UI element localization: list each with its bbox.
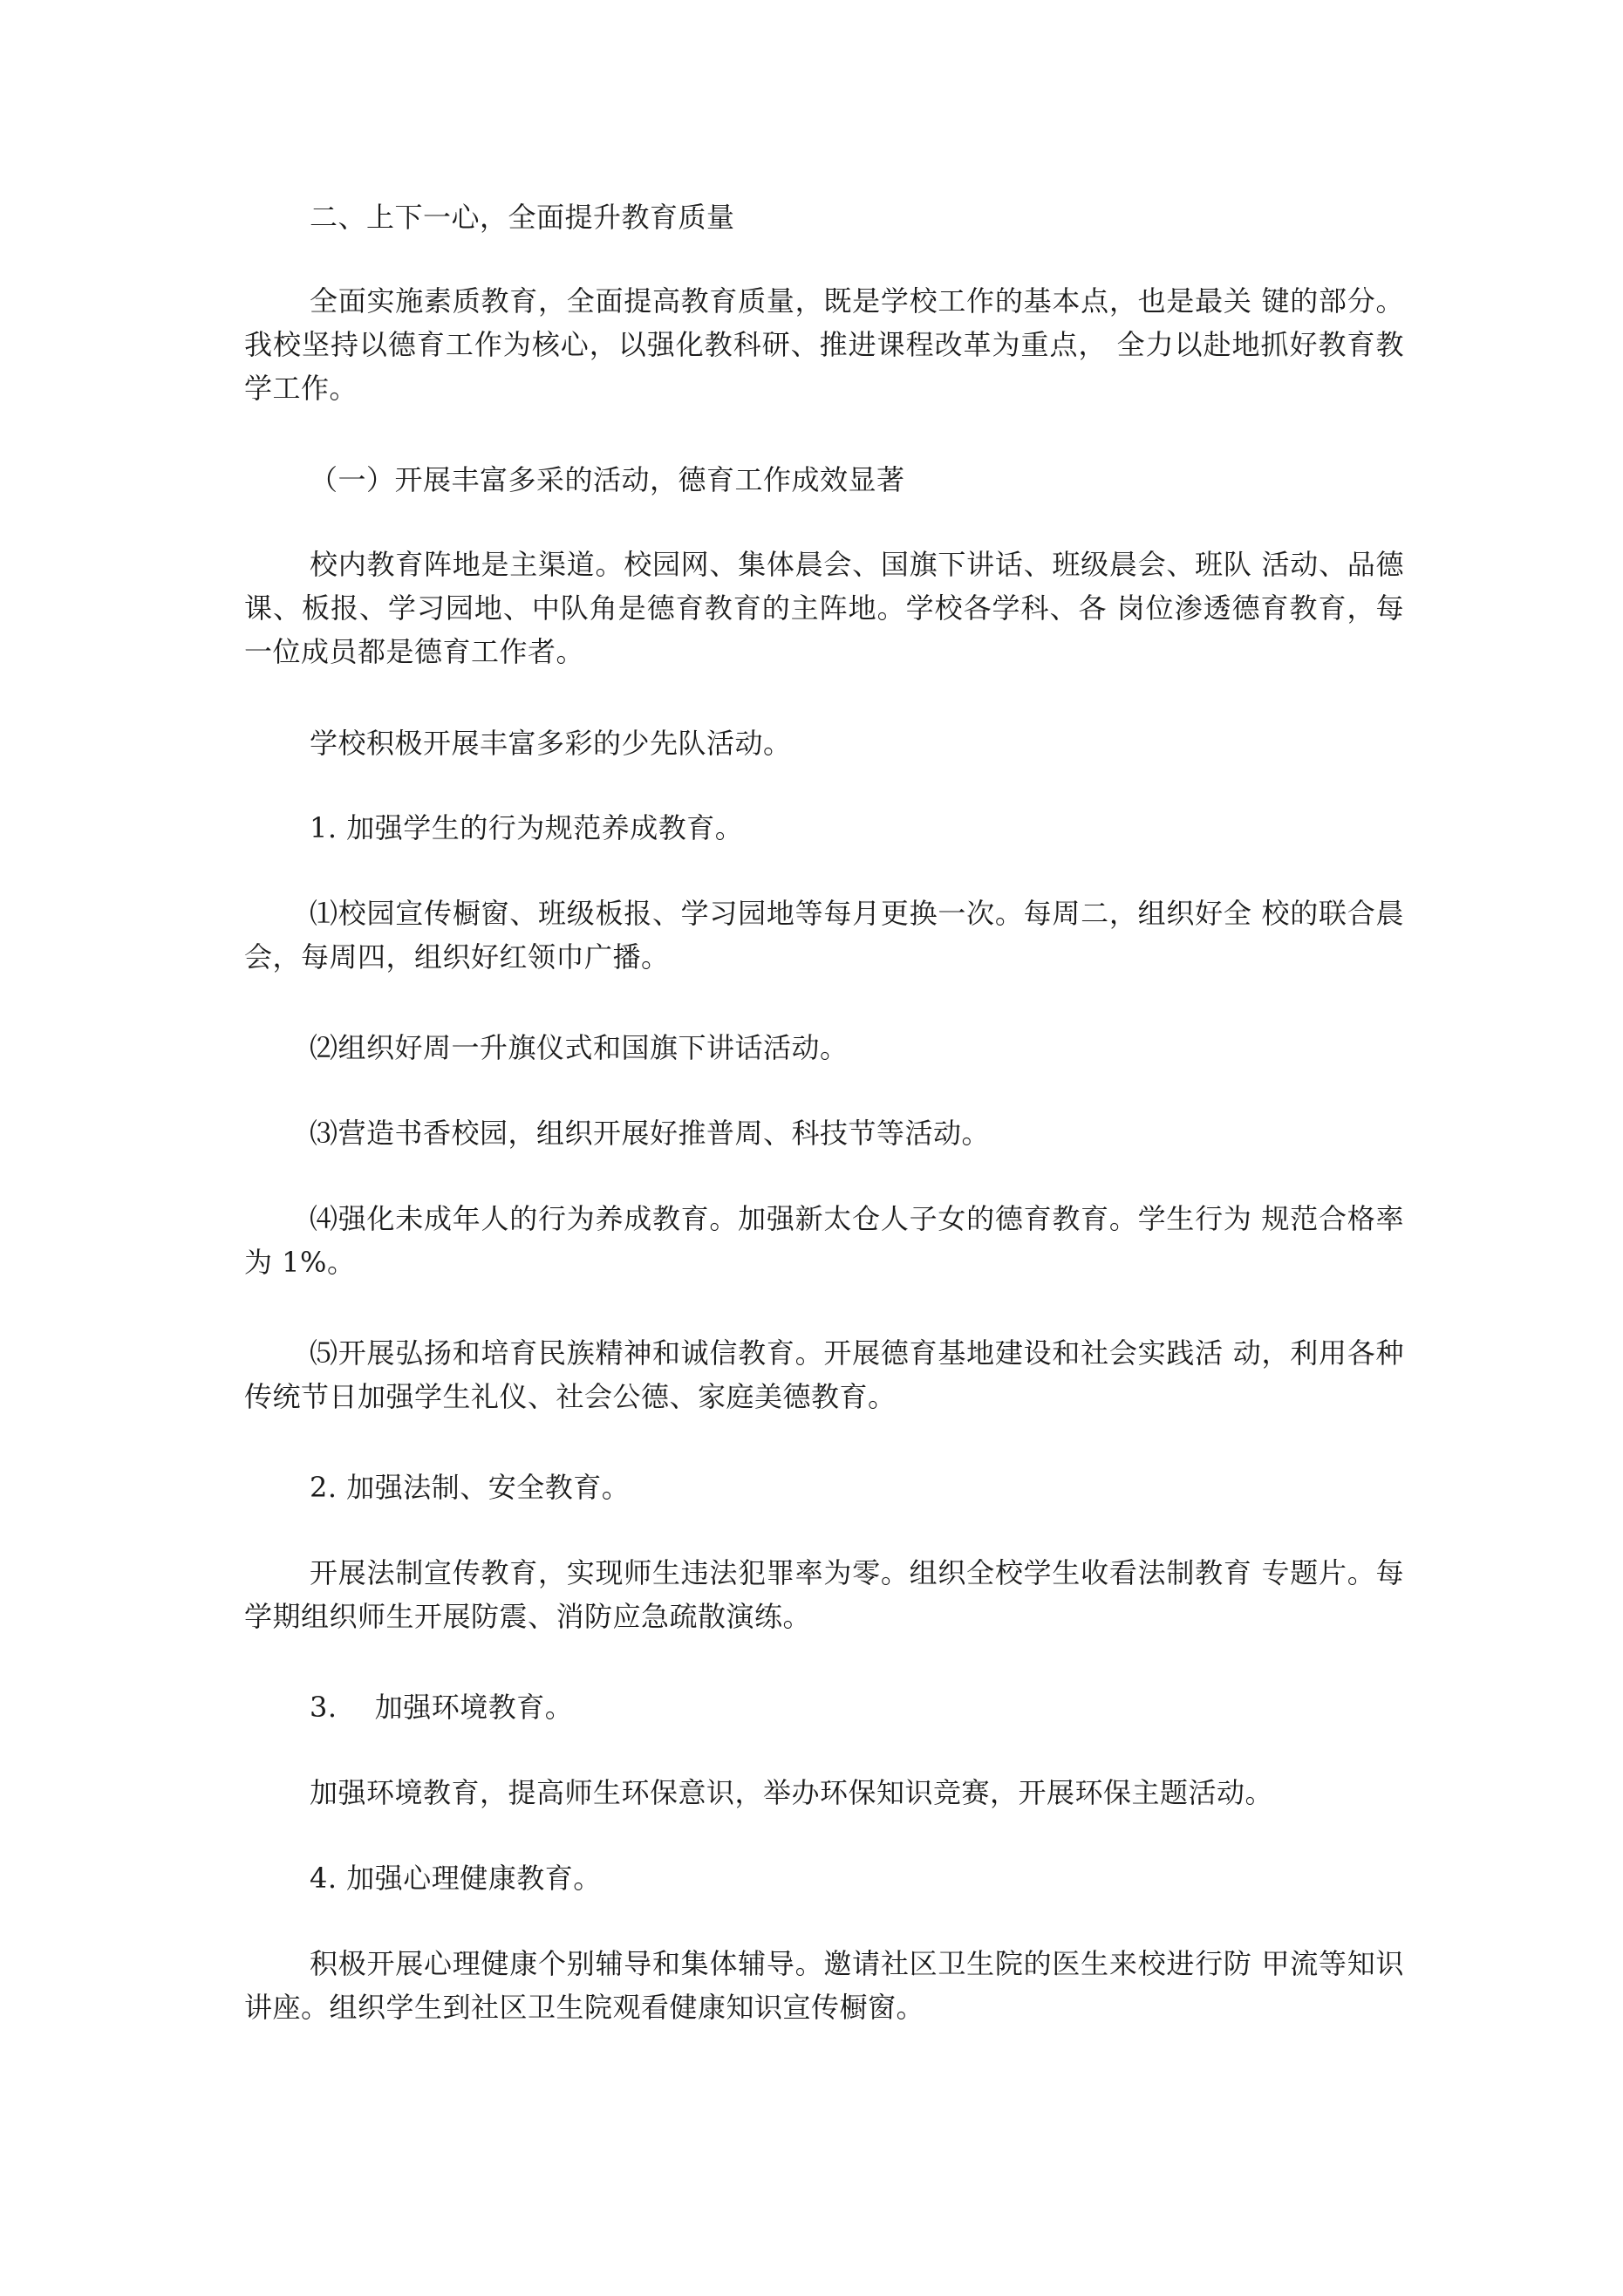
section-heading: 二、上下一心，全面提升教育质量 (310, 201, 735, 234)
paragraph-activities: 学校积极开展丰富多彩的少先队活动。 (310, 727, 792, 760)
list-item-5: ⑸开展弘扬和培育民族精神和诚信教育。开展德育基地建设和社会实践活 动，利用各种传统节日加强学生礼仪、社会公德、家庭美德教育。 (244, 1336, 1404, 1413)
list-item-2: ⑵组织好周一升旗仪式和国旗下讲话活动。 (310, 1031, 849, 1064)
subsection-heading: （一）开展丰富多采的活动，德育工作成效显著 (310, 463, 905, 496)
list-item-1: ⑴校园宣传橱窗、班级板报、学习园地等每月更换一次。每周二，组织好全 校的联合晨会，每周四，组织好红领巾广播。 (244, 897, 1404, 974)
paragraph-legal: 开展法制宣传教育，实现师生违法犯罪率为零。组织全校学生收看法制教育 专题片。每学期组织师生开展防震、消防应急疏散演练。 (244, 1556, 1404, 1633)
list-heading-1: 1. 加强学生的行为规范养成教育。 (310, 811, 744, 844)
paragraph-intro: 全面实施素质教育，全面提高教育质量，既是学校工作的基本点，也是最关 键的部分。我校坚持以德育工作为核心，以强化教科研、推进课程改革为重点， 全力以赴地抓好教育教学工作。 (244, 284, 1404, 405)
paragraph-environment: 加强环境教育，提高师生环保意识，举办环保知识竞赛，开展环保主题活动。 (310, 1776, 1274, 1809)
list-heading-2: 2. 加强法制、安全教育。 (310, 1471, 631, 1504)
list-heading-4: 4. 加强心理健康教育。 (310, 1862, 602, 1895)
paragraph-positions: 校内教育阵地是主渠道。校园网、集体晨会、国旗下讲话、班级晨会、班队 活动、品德课、板报、学习园地、中队角是德育教育的主阵地。学校各学科、各 岗位渗透德育教育，每一位成员都是德育工作者。 (244, 548, 1404, 668)
list-heading-3: 3. 加强环境教育。 (310, 1691, 574, 1724)
paragraph-health: 积极开展心理健康个别辅导和集体辅导。邀请社区卫生院的医生来校进行防 甲流等知识讲座。组织学生到社区卫生院观看健康知识宣传橱窗。 (244, 1947, 1404, 2024)
list-item-3: ⑶营造书香校园，组织开展好推普周、科技节等活动。 (310, 1117, 991, 1150)
list-item-4: ⑷强化未成年人的行为养成教育。加强新太仓人子女的德育教育。学生行为 规范合格率为 1%。 (244, 1202, 1404, 1279)
